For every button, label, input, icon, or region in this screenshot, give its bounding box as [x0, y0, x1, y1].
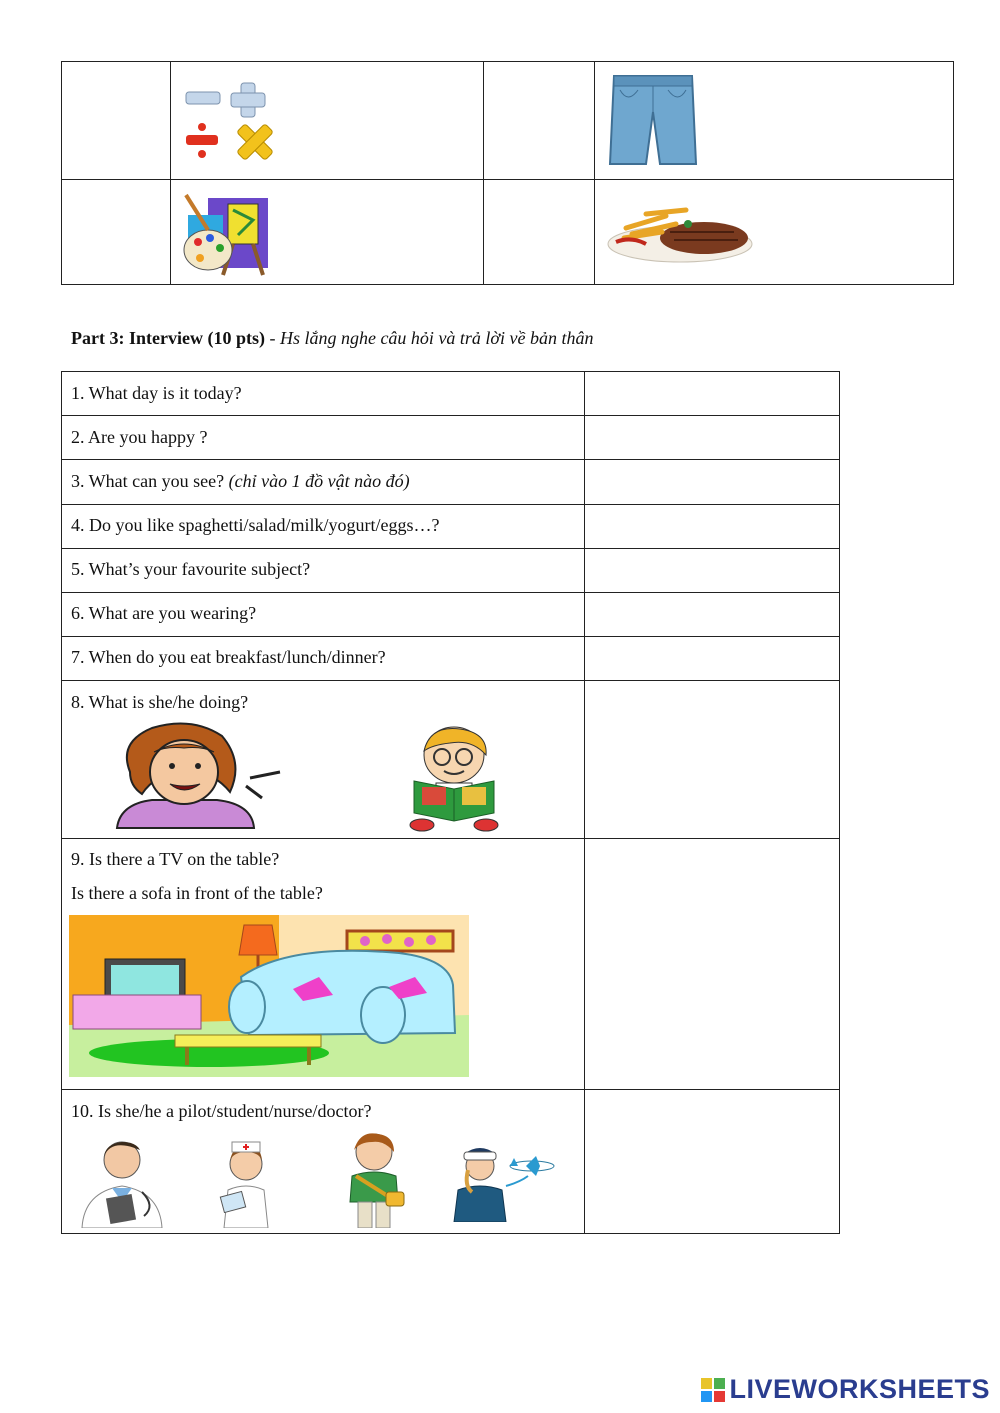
reading-boy-icon [400, 725, 508, 833]
answer-field-7[interactable] [585, 637, 839, 680]
question-3-note: (chỉ vào 1 đồ vật nào đó) [228, 471, 410, 491]
answer-field-10[interactable] [585, 1090, 839, 1233]
part3-instruction: Hs lắng nghe câu hỏi và trả lời về bản thân [279, 328, 594, 348]
part3-heading [71, 328, 594, 349]
talking-woman-icon [112, 722, 287, 830]
question-5: 5. What’s your favourite subject? [71, 559, 311, 579]
answer-cell-math[interactable] [62, 62, 170, 179]
question-3-text: 3. What can you see? [71, 471, 229, 491]
part3-separator: - [264, 328, 280, 348]
question-10: 10. Is she/he a pilot/student/nurse/doctor? [71, 1101, 372, 1121]
question-4: 4. Do you like spaghetti/salad/milk/yogurt/eggs…? [71, 515, 440, 535]
question-3 [71, 471, 410, 492]
denim-shorts-icon [606, 72, 700, 170]
answer-cell-food[interactable] [484, 180, 594, 284]
answer-field-2[interactable] [585, 416, 839, 459]
question-2: 2. Are you happy ? [71, 427, 208, 447]
answer-cell-shorts[interactable] [484, 62, 594, 179]
pilot-icon [450, 1146, 556, 1222]
question-6: 6. What are you wearing? [71, 603, 257, 623]
answer-field-5[interactable] [585, 549, 839, 592]
nurse-icon [210, 1138, 282, 1228]
math-symbols-icon [183, 80, 278, 168]
answer-field-1[interactable] [585, 372, 839, 415]
liveworksheets-logo [701, 1374, 990, 1405]
question-7: 7. When do you eat breakfast/lunch/dinner? [71, 647, 386, 667]
steak-fries-plate-icon [606, 202, 754, 266]
question-9-line-2: Is there a sofa in front of the table? [71, 883, 323, 903]
art-palette-easel-icon [178, 190, 273, 278]
answer-field-3[interactable] [585, 460, 839, 504]
doctor-icon [72, 1136, 172, 1228]
part3-title: Part 3: Interview (10 pts) [71, 328, 265, 348]
answer-cell-art[interactable] [62, 180, 170, 284]
living-room-icon [69, 915, 469, 1077]
question-8: 8. What is she/he doing? [71, 692, 249, 712]
student-icon [334, 1130, 414, 1228]
brand-text: LIVEWORKSHEETS [729, 1374, 990, 1404]
question-1: 1. What day is it today? [71, 383, 242, 403]
answer-field-4[interactable] [585, 505, 839, 548]
answer-field-6[interactable] [585, 593, 839, 636]
answer-field-8[interactable] [585, 681, 839, 838]
live-badge-icon [701, 1378, 725, 1402]
answer-field-9[interactable] [585, 839, 839, 1089]
question-9-line-1: 9. Is there a TV on the table? [71, 849, 280, 869]
